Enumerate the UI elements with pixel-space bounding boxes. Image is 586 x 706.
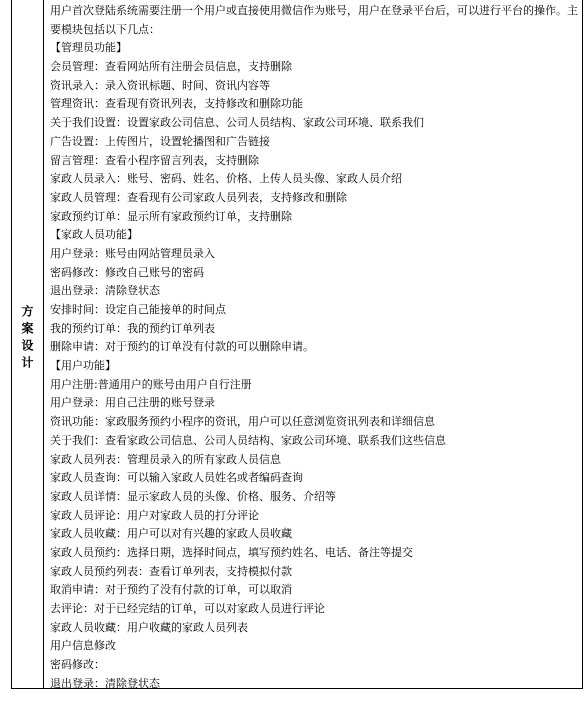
user-item: 家政人员收藏：用户收藏的家政人员列表 [50,620,248,634]
user-item: 资讯功能：家政服务预约小程序的资讯，用户可以任意浏览资讯列表和详细信息 [50,415,435,429]
user-item: 家政人员预约：选择日期，选择时间点，填写预约姓名、电话、备注等提交 [50,545,413,559]
staff-item: 退出登录：清除登状态 [50,284,160,298]
staff-heading: 【家政人员功能】 [50,228,138,242]
admin-item: 家政预约订单：显示所有家政预约订单，支持删除 [50,209,292,223]
user-heading: 【用户功能】 [50,359,116,373]
admin-item: 管理资讯：查看现有资讯列表，支持修改和删除功能 [50,97,303,111]
user-item: 用户登录：用自己注册的账号登录 [50,396,215,410]
user-item: 家政人员列表：管理员录入的所有家政人员信息 [50,452,281,466]
admin-item: 家政人员录入：账号、密码、姓名、价格、上传人员头像、家政人员介绍 [50,172,402,186]
section-label: 方案设计 [20,305,34,373]
user-item: 家政人员预约列表：查看订单列表，支持模拟付款 [50,564,292,578]
user-item: 取消申请：对于预约了没有付款的订单，可以取消 [50,583,292,597]
staff-item: 用户登录：账号由网站管理员录入 [50,246,215,260]
content-cell [44,0,582,688]
user-item: 家政人员收藏：用户可以对有兴趣的家政人员收藏 [50,527,292,541]
admin-item: 家政人员管理：查看现有公司家政人员列表，支持修改和删除 [50,190,347,204]
staff-item: 安排时间：设定自己能接单的时间点 [50,303,226,317]
user-item: 家政人员详情：显示家政人员的头像、价格、服务、介绍等 [50,489,336,503]
user-item: 家政人员评论：用户对家政人员的打分评论 [50,508,259,522]
staff-item: 我的预约订单：我的预约订单列表 [50,321,215,335]
user-item: 家政人员查询：可以输入家政人员姓名或者编码查询 [50,471,303,485]
user-item: 去评论：对于已经完结的订单，可以对家政人员进行评论 [50,602,325,616]
user-item: 密码修改： [50,658,105,672]
design-table [11,0,583,689]
staff-item: 删除申请：对于预约的订单没有付款的可以删除申请。 [50,340,314,354]
user-item: 关于我们：查看家政公司信息、公司人员结构、家政公司环境、联系我们这些信息 [50,433,446,447]
admin-item: 会员管理：查看网站所有注册会员信息，支持删除 [50,60,292,74]
section-label-cell [12,0,44,688]
admin-item: 关于我们设置：设置家政公司信息、公司人员结构、家政公司环境、联系我们 [50,116,424,130]
intro-paragraph: 用户首次登陆系统需要注册一个用户或直接使用微信作为账号，用户在登录平台后，可以进行平台的操作。主要模块包括以下几点： [50,4,578,36]
user-item: 用户注册:普通用户的账号由用户自行注册 [50,377,252,391]
user-item: 用户信息修改 [50,639,116,653]
user-item: 退出登录：清除登状态 [50,676,160,690]
admin-item: 留言管理：查看小程序留言列表，支持删除 [50,153,259,167]
admin-item: 资讯录入：录入资讯标题、时间、资讯内容等 [50,78,270,92]
staff-item: 密码修改：修改自己账号的密码 [50,265,204,279]
admin-heading: 【管理员功能】 [50,41,127,55]
admin-item: 广告设置：上传图片，设置轮播图和广告链接 [50,134,270,148]
